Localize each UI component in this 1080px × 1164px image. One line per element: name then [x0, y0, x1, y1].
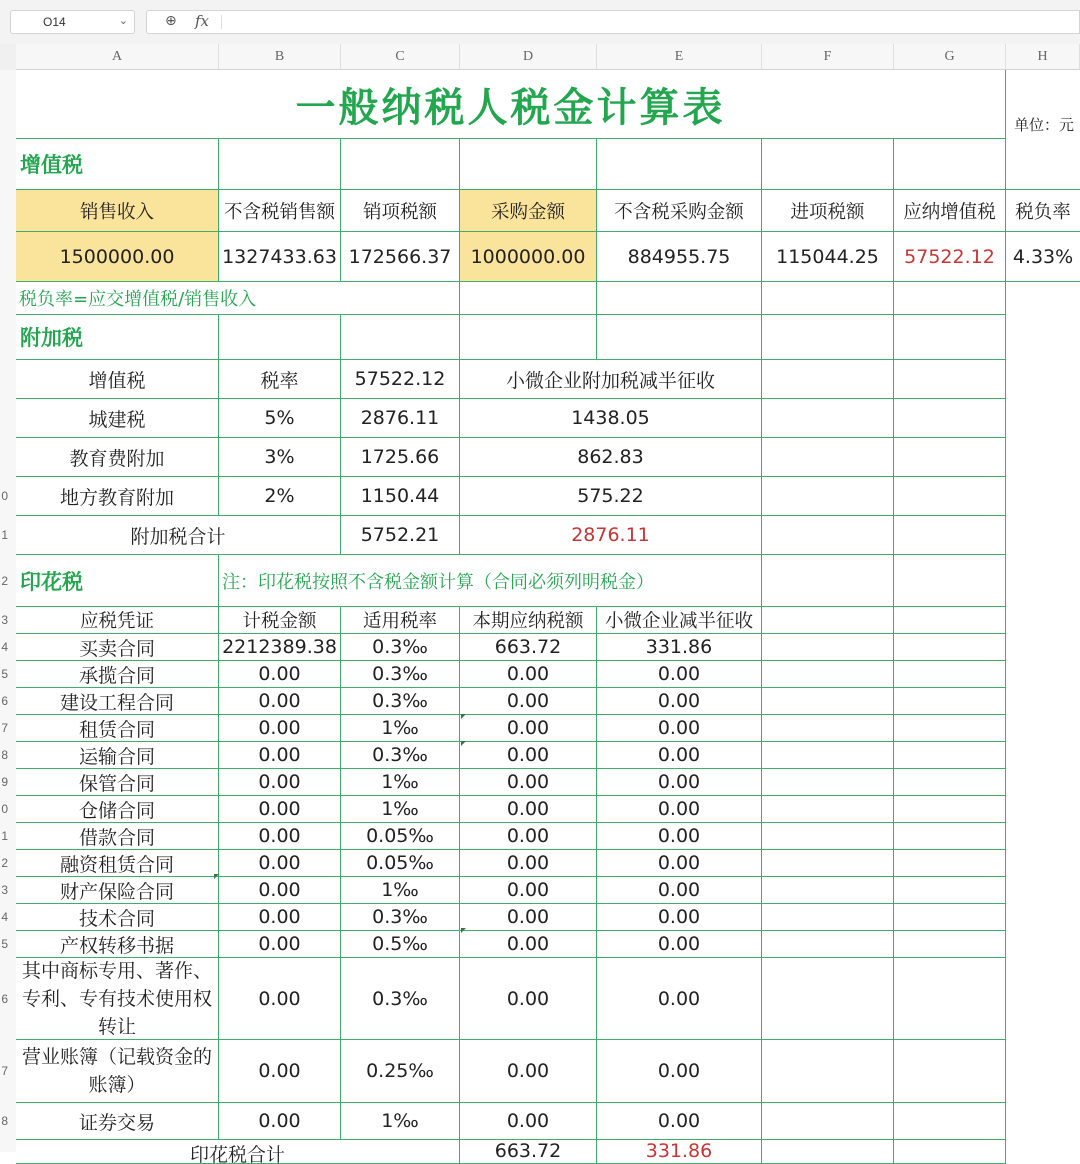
empty-cell[interactable]	[460, 282, 597, 315]
stamp-row-rate[interactable]: 0.25‰	[341, 1040, 460, 1103]
formula-bar	[0, 0, 1080, 45]
formula-input[interactable]	[146, 10, 1080, 34]
stamp-row-name[interactable]: 建设工程合同	[16, 688, 219, 715]
row-number[interactable]	[0, 360, 8, 399]
empty-cell[interactable]	[894, 1140, 1006, 1164]
surcharge-header-rate[interactable]: 税率	[219, 360, 341, 399]
row-number[interactable]: 0	[1, 802, 8, 816]
row-number[interactable]: 1	[1, 528, 8, 542]
column-header-b[interactable]: B	[219, 44, 341, 70]
empty-cell[interactable]	[341, 139, 460, 190]
stamp-row-base[interactable]: 0.00	[219, 796, 341, 823]
vat-header-output-tax[interactable]: 销项税额	[341, 190, 460, 232]
vat-header-input-tax[interactable]: 进项税额	[762, 190, 894, 232]
stamp-row-base[interactable]: 0.00	[219, 688, 341, 715]
empty-cell[interactable]	[762, 516, 894, 555]
column-header-a[interactable]: A	[16, 44, 219, 70]
row-number[interactable]: 0	[1, 489, 8, 503]
vat-value-net-sales[interactable]: 1327433.63	[219, 232, 341, 282]
surcharge-row-rate[interactable]: 3%	[219, 438, 341, 477]
row-number[interactable]	[0, 232, 8, 282]
surcharge-row-name[interactable]: 地方教育附加	[16, 477, 219, 516]
stamp-row-rate[interactable]: 0.3‰	[341, 688, 460, 715]
stamp-row-base[interactable]: 0.00	[219, 661, 341, 688]
stamp-row-relief[interactable]: 0.00	[597, 958, 762, 1040]
stamp-row-tax[interactable]: 0.00	[460, 715, 597, 742]
empty-cell[interactable]	[762, 282, 894, 315]
stamp-row-base[interactable]: 0.00	[219, 742, 341, 769]
stamp-row-name[interactable]: 产权转移书据	[16, 931, 219, 958]
stamp-note[interactable]: 注：印花税按照不含税金额计算（合同必须列明税金）	[219, 555, 762, 607]
stamp-row-base[interactable]: 0.00	[219, 877, 341, 904]
row-number[interactable]: 4	[1, 910, 8, 924]
empty-cell[interactable]	[894, 958, 1006, 1040]
row-number[interactable]	[0, 70, 8, 139]
vat-section-label[interactable]: 增值税	[16, 139, 219, 190]
stamp-row-name[interactable]: 保管合同	[16, 769, 219, 796]
row-number[interactable]	[0, 315, 8, 360]
stamp-row-base[interactable]: 0.00	[219, 850, 341, 877]
stamp-header-base[interactable]: 计税金额	[219, 607, 341, 634]
stamp-row-rate[interactable]: 0.5‰	[341, 931, 460, 958]
stamp-row-relief[interactable]: 0.00	[597, 688, 762, 715]
stamp-row-tax[interactable]: 0.00	[460, 796, 597, 823]
empty-cell[interactable]	[894, 555, 1006, 607]
surcharge-row-relief[interactable]: 1438.05	[460, 399, 762, 438]
vat-header-purchase[interactable]: 采购金额	[460, 190, 597, 232]
stamp-row-relief[interactable]: 331.86	[597, 634, 762, 661]
empty-cell[interactable]	[762, 360, 894, 399]
row-number[interactable]: 4	[1, 640, 8, 654]
empty-cell[interactable]	[762, 607, 894, 634]
stamp-row-tax[interactable]: 0.00	[460, 958, 597, 1040]
surcharge-section-label[interactable]: 附加税	[16, 315, 219, 360]
vat-header-burden-rate[interactable]: 税负率	[1006, 190, 1080, 232]
stamp-row-name[interactable]: 其中商标专用、著作、专利、专有技术使用权转让	[16, 958, 219, 1040]
empty-cell[interactable]	[894, 823, 1006, 850]
stamp-row-relief[interactable]: 0.00	[597, 742, 762, 769]
stamp-row-name[interactable]: 运输合同	[16, 742, 219, 769]
stamp-row-tax[interactable]: 0.00	[460, 688, 597, 715]
empty-cell[interactable]	[894, 477, 1006, 516]
stamp-row-base[interactable]: 0.00	[219, 1040, 341, 1103]
stamp-header-rate[interactable]: 适用税率	[341, 607, 460, 634]
stamp-row-relief[interactable]: 0.00	[597, 715, 762, 742]
stamp-row-base[interactable]: 0.00	[219, 1103, 341, 1140]
surcharge-row-amount[interactable]: 1150.44	[341, 477, 460, 516]
row-number[interactable]: 2	[1, 574, 8, 588]
stamp-row-name[interactable]: 仓储合同	[16, 796, 219, 823]
empty-cell[interactable]	[894, 769, 1006, 796]
select-all-corner[interactable]	[0, 44, 16, 71]
comment-marker	[461, 714, 466, 719]
empty-cell[interactable]	[762, 399, 894, 438]
empty-cell[interactable]	[894, 634, 1006, 661]
empty-cell[interactable]	[762, 877, 894, 904]
empty-cell[interactable]	[894, 661, 1006, 688]
chevron-down-icon[interactable]: ⌄	[118, 14, 128, 27]
row-number[interactable]: 5	[1, 667, 8, 681]
surcharge-row-name[interactable]: 教育费附加	[16, 438, 219, 477]
surcharge-row-amount[interactable]: 1725.66	[341, 438, 460, 477]
comment-marker	[461, 928, 466, 933]
row-number[interactable]	[0, 282, 8, 315]
stamp-row-rate[interactable]: 0.3‰	[341, 904, 460, 931]
stamp-row-tax[interactable]: 0.00	[460, 769, 597, 796]
stamp-row-name[interactable]: 买卖合同	[16, 634, 219, 661]
empty-cell[interactable]	[894, 715, 1006, 742]
stamp-row-name[interactable]: 借款合同	[16, 823, 219, 850]
stamp-row-relief[interactable]: 0.00	[597, 796, 762, 823]
empty-cell[interactable]	[762, 438, 894, 477]
stamp-row-tax[interactable]: 0.00	[460, 877, 597, 904]
row-number[interactable]: 3	[1, 883, 8, 897]
empty-cell[interactable]	[762, 769, 894, 796]
column-header-e[interactable]: E	[597, 44, 762, 70]
empty-cell[interactable]	[460, 139, 597, 190]
empty-cell[interactable]	[894, 742, 1006, 769]
surcharge-total-relief[interactable]: 2876.11	[460, 516, 762, 555]
empty-cell[interactable]	[762, 796, 894, 823]
name-box[interactable]	[10, 10, 135, 34]
column-header-f[interactable]: F	[762, 44, 894, 70]
column-header-d[interactable]: D	[460, 44, 597, 70]
empty-cell[interactable]	[219, 139, 341, 190]
stamp-row-rate[interactable]: 0.05‰	[341, 823, 460, 850]
stamp-row-name[interactable]: 租赁合同	[16, 715, 219, 742]
stamp-row-relief[interactable]: 0.00	[597, 877, 762, 904]
sheet-title[interactable]: 一般纳税人税金计算表	[16, 70, 1006, 139]
column-header-g[interactable]: G	[894, 44, 1006, 70]
stamp-row-name[interactable]: 证券交易	[16, 1103, 219, 1140]
row-number[interactable]: 3	[1, 613, 8, 627]
empty-cell[interactable]	[219, 315, 341, 360]
stamp-row-rate[interactable]: 1‰	[341, 1103, 460, 1140]
vat-value-output-tax[interactable]: 172566.37	[341, 232, 460, 282]
empty-cell[interactable]	[894, 796, 1006, 823]
empty-cell[interactable]	[762, 715, 894, 742]
stamp-row-relief[interactable]: 0.00	[597, 769, 762, 796]
stamp-row-base[interactable]: 0.00	[219, 904, 341, 931]
row-number[interactable]: 1	[1, 829, 8, 843]
stamp-row-tax[interactable]: 0.00	[460, 904, 597, 931]
stamp-row-relief[interactable]: 0.00	[597, 1103, 762, 1140]
empty-cell[interactable]	[762, 688, 894, 715]
empty-cell[interactable]	[460, 315, 597, 360]
stamp-row-base[interactable]: 0.00	[219, 931, 341, 958]
empty-cell[interactable]	[597, 315, 762, 360]
stamp-row-rate[interactable]: 1‰	[341, 877, 460, 904]
stamp-row-rate[interactable]: 0.3‰	[341, 742, 460, 769]
empty-cell[interactable]	[894, 877, 1006, 904]
row-number[interactable]: 2	[1, 856, 8, 870]
empty-cell[interactable]	[762, 661, 894, 688]
empty-cell[interactable]	[762, 1040, 894, 1103]
stamp-section-label[interactable]: 印花税	[16, 555, 219, 607]
unit-label[interactable]: 单位：元	[1006, 70, 1080, 139]
empty-cell[interactable]	[762, 555, 894, 607]
stamp-row-rate[interactable]: 1‰	[341, 796, 460, 823]
empty-cell[interactable]	[762, 139, 894, 190]
row-number[interactable]: 8	[1, 1114, 8, 1128]
surcharge-header-relief[interactable]: 小微企业附加税减半征收	[460, 360, 762, 399]
stamp-row-base[interactable]: 0.00	[219, 823, 341, 850]
empty-cell[interactable]	[894, 1103, 1006, 1140]
stamp-row-rate[interactable]: 0.05‰	[341, 850, 460, 877]
stamp-row-relief[interactable]: 0.00	[597, 850, 762, 877]
stamp-row-base[interactable]: 0.00	[219, 715, 341, 742]
vat-header-vat-payable[interactable]: 应纳增值税	[894, 190, 1006, 232]
empty-cell[interactable]	[597, 139, 762, 190]
empty-cell[interactable]	[894, 850, 1006, 877]
stamp-row-name[interactable]: 技术合同	[16, 904, 219, 931]
column-header-c[interactable]: C	[341, 44, 460, 70]
vat-value-burden-rate[interactable]: 4.33%	[1006, 232, 1080, 282]
stamp-row-rate[interactable]: 0.3‰	[341, 634, 460, 661]
empty-cell[interactable]	[762, 931, 894, 958]
comment-marker	[461, 741, 466, 746]
empty-cell[interactable]	[762, 904, 894, 931]
stamp-header-relief[interactable]: 小微企业减半征收	[597, 607, 762, 634]
stamp-row-tax[interactable]: 0.00	[460, 1103, 597, 1140]
vat-value-net-purchase[interactable]: 884955.75	[597, 232, 762, 282]
empty-cell[interactable]	[894, 607, 1006, 634]
formula-separator	[221, 15, 222, 29]
comment-marker	[214, 874, 219, 879]
stamp-row-relief[interactable]: 0.00	[597, 661, 762, 688]
stamp-row-rate[interactable]: 1‰	[341, 715, 460, 742]
stamp-row-name[interactable]: 融资租赁合同	[16, 850, 219, 877]
stamp-header-voucher[interactable]: 应税凭证	[16, 607, 219, 634]
empty-cell[interactable]	[894, 688, 1006, 715]
stamp-row-rate[interactable]: 0.3‰	[341, 661, 460, 688]
surcharge-row-relief[interactable]: 862.83	[460, 438, 762, 477]
empty-cell[interactable]	[894, 139, 1006, 190]
vat-value-purchase[interactable]: 1000000.00	[460, 232, 597, 282]
row-number[interactable]: 6	[1, 694, 8, 708]
row-number[interactable]: 5	[1, 937, 8, 951]
empty-cell[interactable]	[894, 904, 1006, 931]
empty-cell[interactable]	[762, 823, 894, 850]
empty-cell[interactable]	[894, 516, 1006, 555]
stamp-row-base[interactable]: 2212389.38	[219, 634, 341, 661]
empty-cell[interactable]	[762, 634, 894, 661]
zoom-icon[interactable]: ⊕	[165, 13, 177, 29]
surcharge-total-label[interactable]: 附加税合计	[16, 516, 341, 555]
stamp-row-relief[interactable]: 0.00	[597, 823, 762, 850]
vat-header-net-purchase[interactable]: 不含税采购金额	[597, 190, 762, 232]
vat-header-net-sales[interactable]: 不含税销售额	[219, 190, 341, 232]
vat-value-input-tax[interactable]: 115044.25	[762, 232, 894, 282]
row-number[interactable]	[0, 399, 8, 438]
vat-value-vat-payable[interactable]: 57522.12	[894, 232, 1006, 282]
empty-cell[interactable]	[894, 282, 1006, 315]
empty-cell[interactable]	[762, 850, 894, 877]
column-header-h[interactable]: H	[1006, 44, 1080, 70]
stamp-total-tax[interactable]: 663.72	[460, 1140, 597, 1164]
vat-header-sales[interactable]: 销售收入	[16, 190, 219, 232]
surcharge-header-name[interactable]: 增值税	[16, 360, 219, 399]
empty-cell[interactable]	[894, 315, 1006, 360]
stamp-row-relief[interactable]: 0.00	[597, 904, 762, 931]
stamp-row-tax[interactable]: 0.00	[460, 823, 597, 850]
surcharge-row-rate[interactable]: 5%	[219, 399, 341, 438]
stamp-row-relief[interactable]: 0.00	[597, 1040, 762, 1103]
surcharge-row-relief[interactable]: 575.22	[460, 477, 762, 516]
row-number[interactable]	[0, 190, 8, 232]
stamp-row-base[interactable]: 0.00	[219, 769, 341, 796]
row-number[interactable]: 9	[1, 775, 8, 789]
row-number[interactable]: 8	[1, 748, 8, 762]
row-number[interactable]: 7	[1, 721, 8, 735]
empty-cell[interactable]	[894, 1040, 1006, 1103]
stamp-row-tax[interactable]: 0.00	[460, 931, 597, 958]
stamp-row-rate[interactable]: 0.3‰	[341, 958, 460, 1040]
stamp-header-tax[interactable]: 本期应纳税额	[460, 607, 597, 634]
empty-cell[interactable]	[762, 477, 894, 516]
row-number[interactable]: 6	[1, 992, 8, 1006]
vat-value-sales[interactable]: 1500000.00	[16, 232, 219, 282]
row-number[interactable]	[0, 139, 8, 190]
stamp-row-tax[interactable]: 663.72	[460, 634, 597, 661]
stamp-row-tax[interactable]: 0.00	[460, 661, 597, 688]
empty-cell[interactable]	[762, 1140, 894, 1164]
stamp-row-rate[interactable]: 1‰	[341, 769, 460, 796]
empty-cell[interactable]	[341, 315, 460, 360]
stamp-total-label[interactable]: 印花税合计	[16, 1140, 460, 1164]
row-number[interactable]: 7	[1, 1064, 8, 1078]
stamp-row-tax[interactable]: 0.00	[460, 850, 597, 877]
stamp-row-name[interactable]: 营业账簿（记载资金的账簿）	[16, 1040, 219, 1103]
empty-cell[interactable]	[894, 360, 1006, 399]
stamp-row-base[interactable]: 0.00	[219, 958, 341, 1040]
empty-cell[interactable]	[894, 399, 1006, 438]
surcharge-header-amount[interactable]: 57522.12	[341, 360, 460, 399]
surcharge-row-rate[interactable]: 2%	[219, 477, 341, 516]
stamp-row-tax[interactable]: 0.00	[460, 1040, 597, 1103]
stamp-row-name[interactable]: 承揽合同	[16, 661, 219, 688]
stamp-row-relief[interactable]: 0.00	[597, 931, 762, 958]
empty-cell[interactable]	[894, 438, 1006, 477]
stamp-row-name[interactable]: 财产保险合同	[16, 877, 219, 904]
empty-cell[interactable]	[762, 315, 894, 360]
cell-reference: O14	[43, 15, 66, 29]
stamp-total-relief[interactable]: 331.86	[597, 1140, 762, 1164]
surcharge-row-name[interactable]: 城建税	[16, 399, 219, 438]
vat-note[interactable]: 税负率=应交增值税/销售收入	[16, 282, 460, 315]
empty-cell[interactable]	[762, 958, 894, 1040]
empty-cell[interactable]	[1006, 139, 1080, 190]
empty-cell[interactable]	[762, 742, 894, 769]
empty-cell[interactable]	[597, 282, 762, 315]
surcharge-row-amount[interactable]: 2876.11	[341, 399, 460, 438]
empty-cell[interactable]	[762, 1103, 894, 1140]
row-number[interactable]	[0, 438, 8, 477]
empty-cell[interactable]	[894, 931, 1006, 958]
stamp-row-tax[interactable]: 0.00	[460, 742, 597, 769]
fx-icon[interactable]: fx	[195, 12, 210, 30]
surcharge-total-amount[interactable]: 5752.21	[341, 516, 460, 555]
